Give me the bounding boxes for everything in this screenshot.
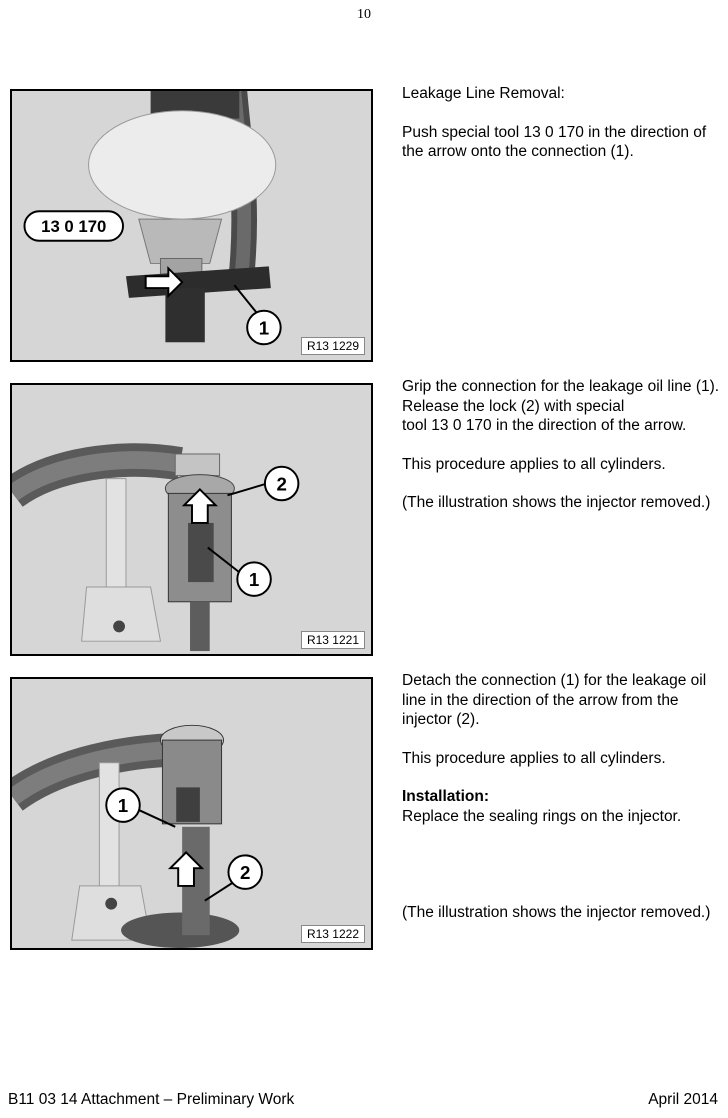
section-heading: Leakage Line Removal: [402, 85, 565, 102]
figure-id-label: R13 1222 [301, 925, 365, 943]
figure-detach-connection [10, 677, 373, 950]
figure-3-illustration [12, 679, 371, 948]
footer-document-title: B11 03 14 Attachment – Preliminary Work [8, 1091, 295, 1108]
callout-1: 1 [117, 795, 129, 817]
figure-id-label: R13 1229 [301, 337, 365, 355]
callout-2: 2 [239, 862, 251, 884]
callout-1: 1 [248, 569, 260, 591]
callout-2: 2 [276, 473, 287, 495]
figure-1-illustration [12, 91, 371, 360]
installation-heading: Installation: [402, 788, 489, 805]
figure-id-label: R13 1221 [301, 631, 365, 649]
section-1-text [402, 84, 720, 181]
instruction-text: Push special tool 13 0 170 in the direction of the arrow onto the connection (1). [402, 123, 707, 160]
footer-date: April 2014 [648, 1091, 718, 1108]
page-number: 10 [357, 7, 371, 22]
note-text: (The illustration shows the injector removed.) [402, 494, 711, 511]
instruction-text: Grip the connection for the leakage oil line (1). [402, 378, 720, 395]
callout-1: 1 [258, 317, 270, 339]
instruction-text: Release the lock (2) with special [402, 397, 625, 415]
instruction-text: tool 13 0 170 in the direction of the arrow. [402, 417, 687, 434]
callout-tool-label: 13 0 170 [41, 216, 107, 236]
section-3-text [402, 671, 720, 942]
figure-tool-placement [10, 89, 373, 362]
figure-release-lock [10, 383, 373, 656]
instruction-text: Detach the connection (1) for the leakage oil line in the direction of the arrow from the injector (2). [402, 672, 707, 728]
section-2-text [402, 377, 720, 532]
note-text: This procedure applies to all cylinders. [402, 455, 666, 473]
note-text: This procedure applies to all cylinders. [402, 749, 666, 767]
instruction-text: Replace the sealing rings on the injector. [402, 807, 682, 825]
figure-2-illustration [12, 385, 371, 654]
note-text: (The illustration shows the injector removed.) [402, 904, 711, 921]
